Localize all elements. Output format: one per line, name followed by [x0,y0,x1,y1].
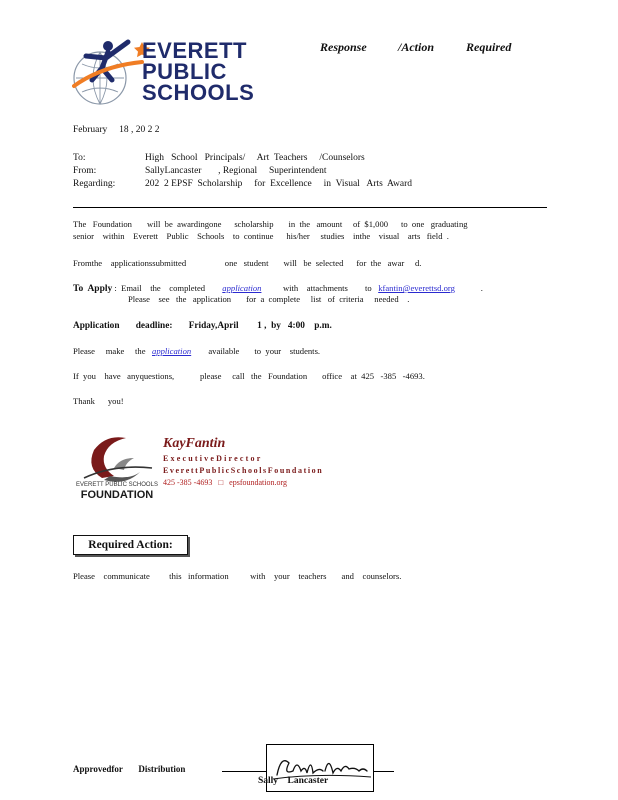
signature-contact [163,478,287,487]
questions-line: If you have anyquestions, please call the Foundation office at 425 -385 -4693. [73,371,425,381]
thank-you: Thank you! [73,396,124,406]
apply-label: To Apply [73,284,113,294]
paragraph-2: Fromthe applicationssubmitted one student will be selected for the awar d. [73,258,422,268]
to-label: To: [73,153,86,163]
district-name [142,40,254,103]
header-action: /Action [398,40,435,54]
paragraph-1-line-2: senior within Everett Public Schools to continue his/her studies inthe visual arts field . [73,231,449,241]
logo-line-3: SCHOOLS [142,80,255,105]
header-response: Response [320,40,367,54]
from-label: From: [73,166,97,176]
logo-line-1: EVERETT [142,38,247,63]
approved-for-distribution: Approvedfor Distribution [73,764,186,774]
regarding-value: 202 2 EPSF Scholarship for Excellence in Visual Arts Award [145,179,412,189]
foundation-caption: EVERETT PUBLIC SCHOOLS [76,482,158,488]
apply-text: : Email the completed [112,283,206,293]
memo-date: February 18 , 20 2 2 [73,125,160,135]
header-divider [73,207,547,208]
foundation-wordmark: FOUNDATION [80,489,154,501]
signature-name: KayFantin [163,436,226,451]
required-action-heading: Required Action: [73,535,188,555]
apply-mid: with attachments to [282,283,372,293]
apply-end: . [480,283,483,293]
signer-name: Sally Lancaster [258,776,329,786]
paragraph-1-line-1: The Foundation will be awardingone scholarship in the amount of $1,000 to one graduating [73,219,468,229]
signature-org: EverettPublicSchoolsFoundation [163,466,324,475]
to-value: High School Principals/ Art Teachers /Counselors [145,153,365,163]
make-available-line [73,345,320,357]
make-pre: Please make the [73,346,146,356]
signature-website: epsfoundation.org [229,478,288,487]
application-link[interactable]: application [222,283,262,293]
required-action-text: Please communicate this information with your teachers and counselors. [73,571,402,581]
from-value: SallyLancaster , Regional Superintendent [145,166,327,176]
separator-icon: □ [218,478,224,487]
regarding-label: Regarding: [73,179,116,189]
application-link-2[interactable]: application [152,346,192,356]
make-post: available to your students. [208,346,321,356]
logo-line-2: PUBLIC [142,59,227,84]
deadline: Application deadline: Friday,April 1 , by 4:00 p.m. [73,321,332,331]
apply-line-2: Please see the application for a complete list of criteria needed . [128,294,410,304]
header-required: Required [466,40,512,54]
signature-title: ExecutiveDirector [163,454,263,463]
signature-phone: 425 -385 -4693 [163,478,213,487]
email-link[interactable]: kfantin@everettsd.org [378,283,455,293]
